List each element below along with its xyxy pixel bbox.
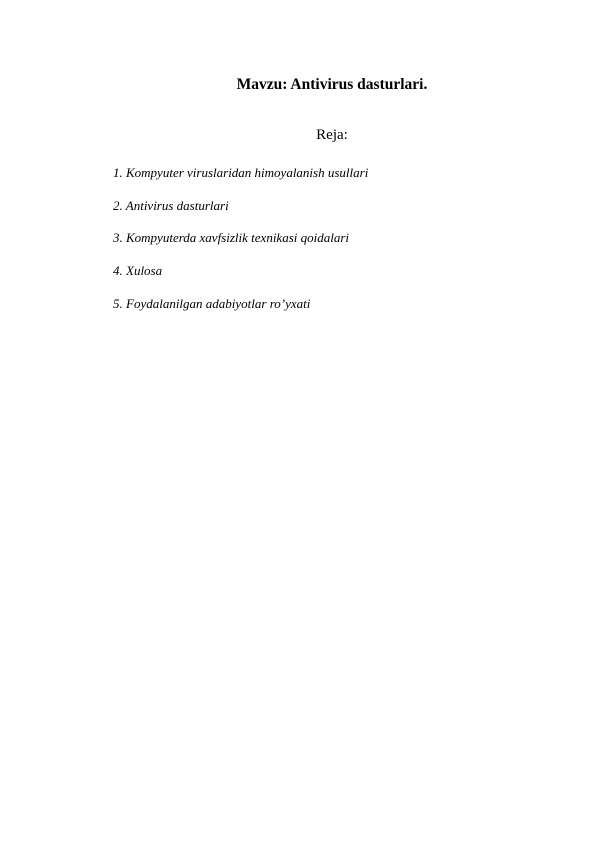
plan-item-2: 2. Antivirus dasturlari [113,197,229,213]
plan-heading: Reja: [316,127,348,143]
plan-item-3: 3. Kompyuterda xavfsizlik texnikasi qoidalari [113,230,350,246]
document-title: Mavzu: Antivirus dasturlari. [236,76,428,93]
plan-item-1: 1. Kompyuter viruslaridan himoyalanish usullari [113,165,369,180]
plan-item-5: 5. Foydalanilgan adabiyotlar ro’yxati [113,295,311,311]
plan-item-4: 4. Xulosa [113,263,163,279]
plan-list [113,165,368,328]
